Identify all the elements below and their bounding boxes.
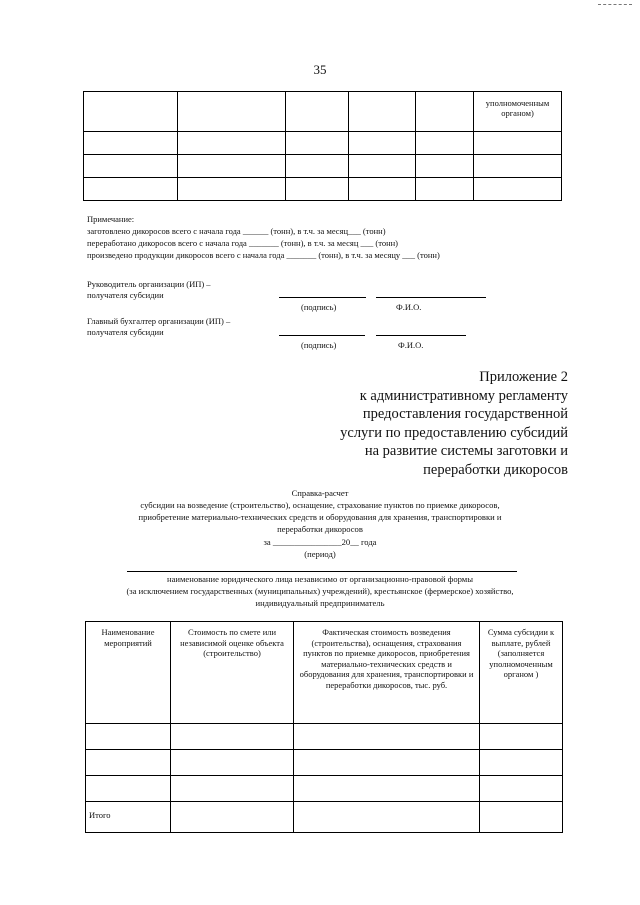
note-heading: Примечание:: [87, 214, 135, 224]
table-cell[interactable]: [349, 178, 416, 201]
calculation-title: Справка-расчет: [291, 488, 349, 498]
table-cell: [178, 92, 286, 132]
accountant-title-line1: Главный бухгалтер организации (ИП) –: [87, 316, 231, 326]
period-caption: (период): [304, 549, 336, 559]
table-cell[interactable]: [84, 132, 178, 155]
table-cell[interactable]: [480, 724, 563, 750]
total-label: Итого: [86, 802, 171, 833]
head-name-caption: Ф.И.О.: [396, 302, 422, 312]
table-row: [84, 155, 562, 178]
table-cell[interactable]: [178, 155, 286, 178]
table-cell[interactable]: [84, 178, 178, 201]
table-cell[interactable]: [349, 132, 416, 155]
page-number: 35: [313, 62, 327, 77]
total-row: [86, 802, 563, 833]
period-line: [0, 537, 640, 549]
organization-caption: наименование юридического лица независимо от организационно-правовой формы: [166, 574, 474, 584]
table-cell[interactable]: [171, 724, 294, 750]
table-cell[interactable]: [349, 155, 416, 178]
accountant-title-line2: получателя субсидии: [87, 327, 164, 337]
table-row: [86, 724, 563, 750]
appendix-line: на развитие системы заготовки и: [364, 443, 568, 459]
appendix-line: услуги по предоставлению субсидий: [340, 424, 568, 441]
authority-note: уполномоченным органом): [474, 92, 562, 132]
accountant-signature-label: [87, 316, 230, 338]
organization-caption: (за исключением государственных (муниципальных) учреждений), крестьянское (фермерское) хозяйство,: [126, 586, 514, 596]
table-header-row: [86, 622, 563, 724]
table-cell[interactable]: [294, 724, 480, 750]
note-block: [87, 213, 440, 261]
table-cell[interactable]: [286, 155, 349, 178]
table-cell[interactable]: [171, 802, 294, 833]
head-title-line1: Руководитель организации (ИП) –: [87, 279, 211, 289]
head-signature-label: [87, 279, 211, 301]
calculation-line: переработки дикоросов: [277, 524, 363, 534]
subsidy-table: [85, 621, 563, 833]
table-cell[interactable]: [416, 178, 474, 201]
table-cell: [84, 92, 178, 132]
table-row: [84, 132, 562, 155]
organization-caption: индивидуальный предприниматель: [255, 598, 385, 608]
table-cell: [349, 92, 416, 132]
note-line-harvested: заготовлено дикоросов всего с начала года ______ (тонн), в т.ч. за месяц___ (тонн): [87, 226, 386, 236]
calculation-line: субсидии на возведение (строительство), оснащение, страхование пунктов по приемке дикоросов,: [140, 500, 500, 510]
table-row: [84, 92, 562, 132]
top-table: [83, 91, 562, 201]
table-cell[interactable]: [86, 724, 171, 750]
corner-mark: [598, 4, 632, 5]
table-cell[interactable]: [171, 776, 294, 802]
table-row: [86, 750, 563, 776]
note-line-produced: произведено продукции дикоросов всего с начала года _______ (тонн), в т.ч. за месяцу ___ (тонн): [87, 250, 440, 260]
table-row: [86, 776, 563, 802]
head-title-line2: получателя субсидии: [87, 290, 164, 300]
table-cell[interactable]: [86, 776, 171, 802]
accountant-signature-line[interactable]: [279, 335, 365, 336]
appendix-line: переработки дикоросов: [423, 461, 568, 478]
table-cell[interactable]: [286, 132, 349, 155]
head-signature-line[interactable]: [279, 297, 366, 298]
table-cell[interactable]: [178, 132, 286, 155]
period-suffix: года: [360, 537, 377, 547]
table-cell[interactable]: [480, 750, 563, 776]
period-year-prefix: 20: [341, 537, 351, 547]
note-line-processed: переработано дикоросов всего с начала года _______ (тонн), в т.ч. за месяц ___ (тонн): [87, 238, 399, 248]
accountant-sign-caption: (подпись): [301, 340, 337, 350]
calculation-line: приобретение материально-технических средств и оборудования для хранения, транспортировки и: [138, 512, 502, 522]
appendix-title: Приложение 2: [479, 369, 568, 385]
table-cell[interactable]: [474, 155, 562, 178]
column-header-actual-cost: Фактическая стоимость возведения (строительства), оснащения, страхования пунктов по приемке дикоросов, приобретения материально-технических средств и оборудования для хранения, транспортировки и переработки дикоросов, тыс. руб.: [294, 622, 480, 724]
organization-name-line[interactable]: [127, 571, 517, 572]
accountant-name-caption: Ф.И.О.: [398, 340, 424, 350]
table-cell[interactable]: [416, 155, 474, 178]
table-cell[interactable]: [86, 750, 171, 776]
appendix-line: предоставления государственной: [362, 406, 568, 422]
table-cell[interactable]: [416, 132, 474, 155]
table-row: [84, 178, 562, 201]
head-sign-caption: (подпись): [301, 302, 337, 312]
table-cell[interactable]: [294, 776, 480, 802]
period-blank[interactable]: ________________: [272, 537, 342, 547]
table-cell: [416, 92, 474, 132]
table-cell[interactable]: [474, 132, 562, 155]
table-cell[interactable]: [171, 750, 294, 776]
table-cell[interactable]: [294, 750, 480, 776]
column-header-subsidy-amount: Сумма субсидии к выплате, рублей (заполняется уполномоченным органом ): [480, 622, 563, 724]
column-header-activities: Наименование мероприятий: [86, 622, 171, 724]
table-cell[interactable]: [84, 155, 178, 178]
accountant-name-line[interactable]: [376, 335, 466, 336]
table-cell[interactable]: [178, 178, 286, 201]
period-year-blank[interactable]: __: [350, 537, 359, 547]
table-cell[interactable]: [480, 802, 563, 833]
appendix-heading: [340, 368, 568, 479]
head-name-line[interactable]: [376, 297, 486, 298]
table-cell[interactable]: [286, 178, 349, 201]
table-cell[interactable]: [480, 776, 563, 802]
table-cell: [286, 92, 349, 132]
period-prefix: за: [263, 537, 271, 547]
table-cell[interactable]: [474, 178, 562, 201]
column-header-estimated-cost: Стоимость по смете или независимой оценке объекта (строительство): [171, 622, 294, 724]
appendix-line: к административному регламенту: [359, 387, 568, 404]
table-cell[interactable]: [294, 802, 480, 833]
